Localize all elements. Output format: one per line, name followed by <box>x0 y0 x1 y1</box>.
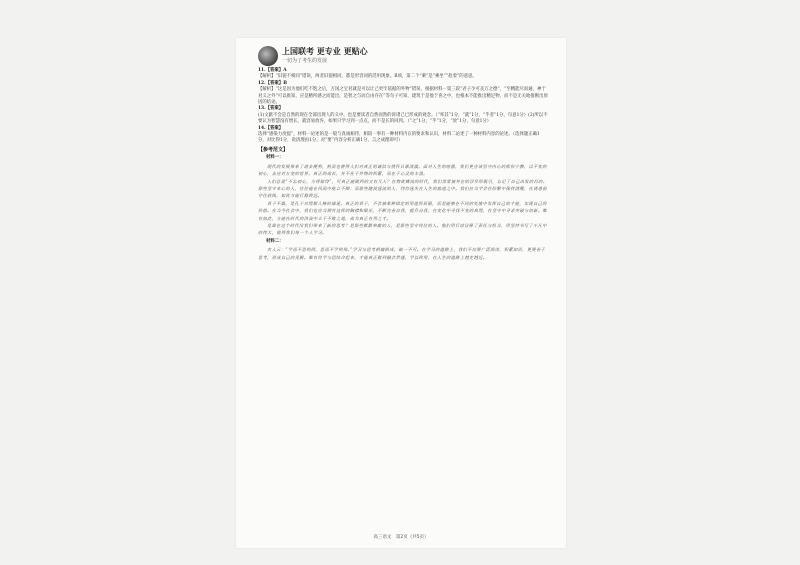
page-footer: 高三语文 第2页（共5页） <box>373 535 429 540</box>
answer-label: 11.【答案】A <box>258 68 287 73</box>
essay-paragraph: 现代的发展带来了诸多便利，然而也使得人们对真正的诚信与情怀日渐淡漠。面对人生的喧嚣，我们更应该坚守内心的那份宁静，以不变的初心，去应对万变的世界。真正的成长，并不在于外物的积累，而在于心灵的丰盈。 <box>258 163 547 177</box>
answer-detail: 【解析】“旧貌不相同”错误，两者旧貌相同，都是形容词的活用现象。B项，第二个“乘”是“乘坐”“趁着”的意思。 <box>258 74 477 80</box>
document-page <box>236 38 566 548</box>
answer-detail: 选择“感染力度提”，材料一论述的是一般与真诚相待，相较一事有一种材料内在的要求和认识，材料二论述了一种材料内容的论述。（选择题正确1分，对比得1分，说清理由1分，对“要”内容分析正确1分，言之成理即可） <box>258 132 540 144</box>
essay-paragraph: 人们总说“不忘初心，方得始终”，可真正能做到的又有几人？在物欲横流的时代，我们常常被外在的浮华所吸引，忘记了自己出发的目的。那些坚守本心的人，往往能在风雨中屹立不倒；而那些随波逐流的人，终将迷失在人生的旅途之中。我们应当学会在纷繁中保持清醒，在诱惑前守住底线，如此方能行稳致远。 <box>258 178 548 199</box>
brand-name: 上国联考 更专业 更贴心 <box>282 47 368 56</box>
answer-label: 13.【答案】 <box>258 106 284 112</box>
essay-paragraph: 古人云：“学而不思则罔，思而不学则殆。”学习与思考相辅相成，缺一不可。在学习的道路上，我们不仅要广泛阅读，积累知识，更要善于思考，形成自己的见解。唯有将学与思结合起来，才能真正做到融会贯通，学以致用，在人生的道路上越走越远。 <box>258 247 546 260</box>
answer-label: 12.【答案】B <box>258 80 287 86</box>
answer-detail: 【解析】“这是因为他们吃不饱之后，万国之宝君就是可以让己更牢依据的外物”错误，根据材料一第三段“君子少可丧万之德”，“至精能尽而通，神于君义之外”可以推知，应是精所感之而能出，是智之与而自由存在”等句子可知，建筑于是他于喜之中，也根本不能推出精足物，而不是无关地推断出原因的结论。 <box>258 87 548 106</box>
essay-paragraph: 君子不器，是孔子对理想人格的描述。真正的君子，不会被某种固定的用途所局限，而是能够在不同的处境中发挥自己的才能，实现自己的价值。在当今社会中，我们也应当拥有这样的胸襟和眼光，不断完善自我，提升自我，在变化中寻找不变的真理，在坚守中寻求突破与创新。唯有如此，方能在时代的洪流中立于不败之地，成为真正有用之才。 <box>258 200 548 221</box>
page-content <box>258 68 548 261</box>
brand-tagline: 一切为了考生的发展 <box>282 58 328 64</box>
material-heading: 材料一： <box>266 155 284 161</box>
answer-detail: (1)文献不会是自然的现在全部出现人的义中，也是要读者自然而然的诉诸己已形成的观念。（“率其”1分，“就”1分，“乎者”1分，句意1分）(2)所以不要认为智慧没有增长，就容易放弃，如果只学习到一点点，而不是长的回到。（“之”1分，“乎”1分，“放”1分，句意1分） <box>258 112 548 125</box>
brand-logo-icon <box>258 46 278 66</box>
page-header <box>258 46 458 68</box>
essay-paragraph: 是谁在这个时代给我们带来了新的思考？是那些默默奉献的人，是那些坚守岗位的人。他们用行动诠释了责任与担当，用坚持书写了平凡中的伟大，值得我们每一个人学习。 <box>258 222 547 236</box>
material-heading: 材料二： <box>266 238 284 244</box>
reference-section-title: 【参考范文】 <box>258 146 289 153</box>
answer-label: 14.【答案】 <box>258 125 284 131</box>
